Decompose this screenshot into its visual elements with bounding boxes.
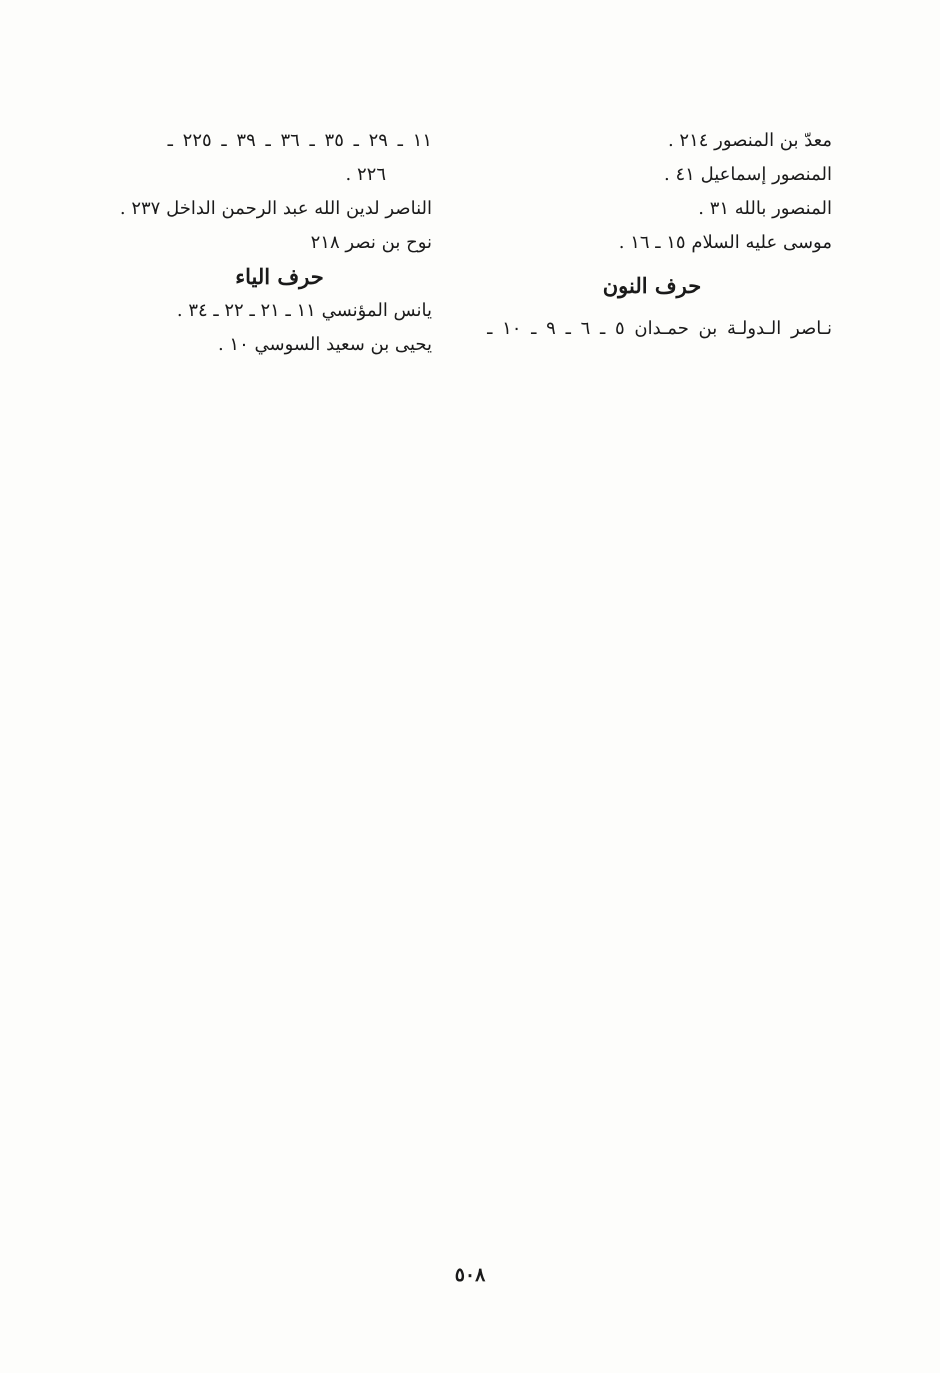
index-entry: معدّ بن المنصور ٢١٤ . bbox=[667, 130, 832, 151]
section-heading-ya: حرف الياء bbox=[235, 264, 324, 289]
index-entry: نوح بن نصر ٢١٨ bbox=[310, 232, 432, 253]
index-entry-continuation: ١١ ـ ٢٩ ـ ٣٥ ـ ٣٦ ـ ٣٩ ـ ٢٢٥ ـ bbox=[167, 130, 432, 151]
index-entry: الناصر لدين الله عبد الرحمن الداخل ٢٣٧ . bbox=[119, 198, 432, 219]
index-entry: نـاصر الـدولـة بن حمـدان ٥ ـ ٦ ـ ٩ ـ ١٠ ـ bbox=[487, 318, 832, 339]
index-entry-continuation: ٢٢٦ . bbox=[345, 164, 386, 185]
index-entry: موسى عليه السلام ١٥ ـ ١٦ . bbox=[618, 232, 832, 253]
index-entry: يحيى بن سعيد السوسي ١٠ . bbox=[217, 334, 432, 355]
index-column-left bbox=[87, 124, 432, 362]
section-heading-nun: حرف النون bbox=[602, 273, 702, 298]
index-entry: المنصور إسماعيل ٤١ . bbox=[664, 164, 832, 185]
index-column-right bbox=[472, 124, 832, 346]
page-number: ٥٠٨ bbox=[454, 1264, 486, 1286]
index-entry: المنصور بالله ٣١ . bbox=[698, 198, 832, 219]
index-entry: يانس المؤنسي ١١ ـ ٢١ ـ ٢٢ ـ ٣٤ . bbox=[176, 300, 432, 321]
